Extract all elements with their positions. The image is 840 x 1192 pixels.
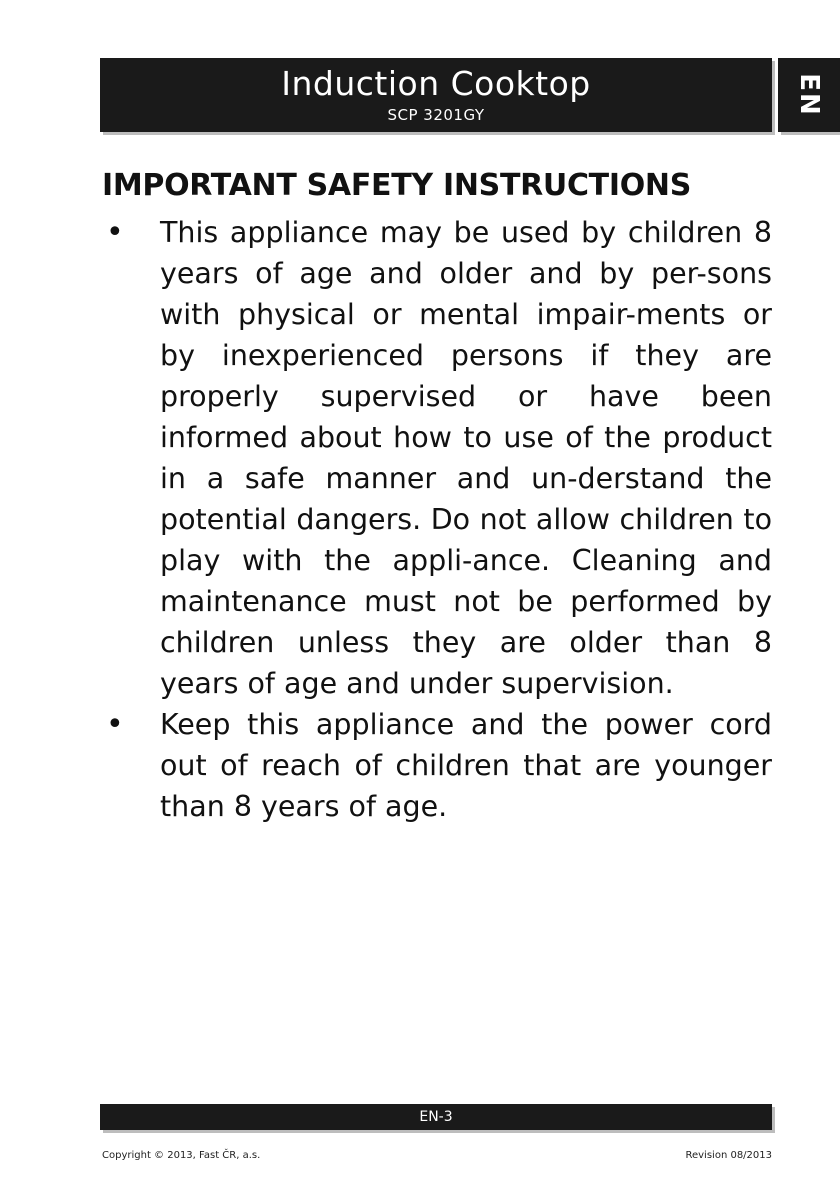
list-item-text: This appliance may be used by children 8 years of age and older and by per-sons with physical or mental impair-ments or by inexperienced persons if they are properly supervised or have been informed about how to use of the product in a safe manner and un-derstand the potential dangers. Do not allow children to play with the appli-ance. Cleaning and maintenance must not be performed by children unless they are older than 8 years of age and under supervision. [160,216,772,700]
language-tab [778,58,840,132]
section-title: IMPORTANT SAFETY INSTRUCTIONS [102,168,692,203]
header-bar [100,58,772,132]
page-title: Induction Cooktop [281,64,591,103]
footer-bar [100,1104,772,1130]
list-item-text: Keep this appliance and the power cord out of reach of children that are younger than 8 years of age. [160,708,772,823]
main-content [102,164,772,827]
bullet-icon: • [106,215,124,250]
model-number: SCP 3201GY [387,106,485,124]
bullet-icon: • [106,707,124,742]
safety-instructions-list [102,212,772,827]
revision-text: Revision 08/2013 [685,1150,772,1161]
list-item [102,704,772,827]
list-item [102,212,772,704]
copyright-text: Copyright © 2013, Fast ČR, a.s. [102,1150,261,1161]
page-number: EN-3 [419,1109,453,1125]
language-tab-label: EN [794,73,824,117]
